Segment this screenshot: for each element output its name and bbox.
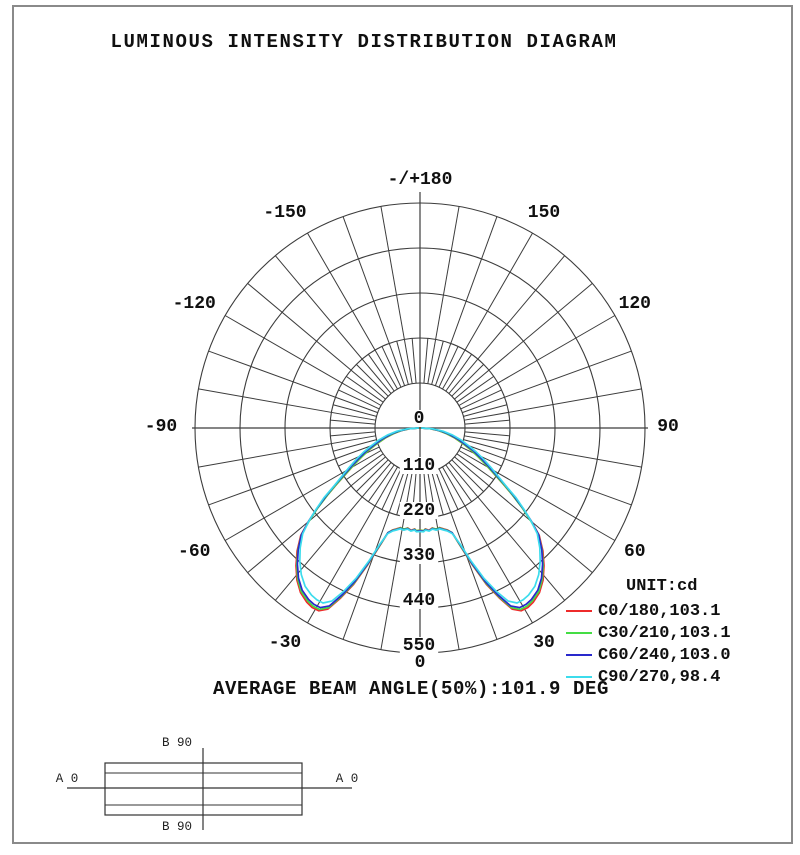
fixture-label-b-bottom: B 90 <box>161 820 193 834</box>
polar-grid-spoke-minor <box>465 420 510 424</box>
angle-tick-label: -60 <box>178 542 211 562</box>
angle-tick-label: 150 <box>527 203 561 224</box>
polar-grid-spoke-minor <box>397 341 409 384</box>
polar-grid-spoke <box>225 316 381 406</box>
polar-grid-spoke <box>462 443 631 505</box>
radial-tick-label: 330 <box>402 546 436 566</box>
legend-swatch-line <box>566 632 592 634</box>
legend-items <box>566 600 731 688</box>
radial-tick-label: 440 <box>402 591 436 611</box>
polar-grid-spoke-minor <box>368 465 394 502</box>
angle-tick-label: 90 <box>657 417 679 437</box>
polar-grid-spoke <box>209 351 378 413</box>
radial-tick-label: 550 <box>402 636 436 656</box>
radial-tick-label: 110 <box>402 456 436 476</box>
legend-swatch-line <box>566 610 592 612</box>
polar-grid-spoke-minor <box>346 376 383 402</box>
polar-grid-spoke <box>428 206 459 383</box>
polar-grid-spoke <box>209 443 378 505</box>
chart-title: LUMINOUS INTENSITY DISTRIBUTION DIAGRAM <box>110 31 618 53</box>
fixture-label-a-right: A 0 <box>335 772 359 786</box>
polar-grid-spoke <box>462 351 631 413</box>
polar-grid-spoke-minor <box>457 376 494 402</box>
polar-grid-spoke <box>464 436 641 467</box>
polar-grid-spoke <box>248 283 386 399</box>
polar-grid-spoke <box>248 457 386 573</box>
average-beam-angle-text: AVERAGE BEAM ANGLE(50%):101.9 DEG <box>212 678 610 700</box>
polar-grid-spoke-minor <box>432 341 444 384</box>
polar-grid-spoke-minor <box>452 364 484 396</box>
angle-tick-label: -90 <box>144 417 178 437</box>
legend-item <box>566 600 731 622</box>
legend-item-label: C0/180,103.1 <box>598 601 721 621</box>
polar-grid-spoke-minor <box>356 460 388 492</box>
polar-grid-spoke <box>443 233 533 389</box>
legend-item-label: C60/240,103.0 <box>598 645 731 665</box>
polar-grid-spoke-minor <box>446 354 472 391</box>
radial-tick-label: 220 <box>402 501 436 521</box>
radial-tick-label: 0 <box>413 409 425 429</box>
polar-grid-spoke <box>449 256 565 394</box>
angle-tick-label: 30 <box>533 632 555 653</box>
polar-grid-spoke <box>308 233 398 389</box>
fixture-label-a-left: A 0 <box>55 772 79 786</box>
polar-grid-spoke-minor <box>356 364 388 396</box>
polar-grid-spoke-minor <box>333 405 376 417</box>
polar-grid-spoke <box>198 436 375 467</box>
legend-item-label: C90/270,98.4 <box>598 667 721 687</box>
polar-grid-spoke <box>449 462 565 600</box>
legend-item-label: C30/210,103.1 <box>598 623 731 643</box>
polar-grid-spoke <box>459 316 615 406</box>
polar-grid-spoke-minor <box>452 460 484 492</box>
angle-tick-label: -120 <box>172 294 216 314</box>
polar-grid-spoke <box>343 217 405 386</box>
legend-unit-label: UNIT:cd <box>626 577 698 596</box>
polar-grid-spoke <box>275 462 391 600</box>
fixture-label-b-top: B 90 <box>161 736 193 750</box>
polar-grid-spoke <box>198 389 375 420</box>
legend-item <box>566 644 731 666</box>
polar-grid-spoke <box>381 206 412 383</box>
polar-grid-spoke-minor <box>465 432 510 436</box>
polar-grid-spoke-minor <box>368 354 394 391</box>
polar-grid-spoke <box>454 283 592 399</box>
polar-grid-spoke-minor <box>412 338 416 383</box>
polar-grid-spoke <box>454 457 592 573</box>
polar-grid-spoke-minor <box>446 465 472 502</box>
angle-tick-label: -30 <box>268 632 302 653</box>
polar-grid-spoke-minor <box>330 432 375 436</box>
polar-grid-spoke <box>435 217 497 386</box>
angle-tick-label: 0 <box>414 653 426 673</box>
legend-item <box>566 622 731 644</box>
angle-tick-label: -/+180 <box>387 170 453 190</box>
polar-grid-spoke <box>308 467 398 623</box>
angle-tick-label: -150 <box>263 203 307 224</box>
polar-grid-spoke <box>225 451 381 541</box>
polar-grid-spoke <box>464 389 641 420</box>
polar-grid-spoke-minor <box>330 420 375 424</box>
polar-grid-spoke <box>459 451 615 541</box>
angle-tick-label: 60 <box>623 542 646 562</box>
polar-grid-spoke-minor <box>424 338 428 383</box>
angle-tick-label: 120 <box>618 294 651 314</box>
polar-grid-spoke <box>443 467 533 623</box>
legend-swatch-line <box>566 654 592 656</box>
polar-grid-spoke-minor <box>463 405 506 417</box>
polar-grid-spoke <box>275 256 391 394</box>
